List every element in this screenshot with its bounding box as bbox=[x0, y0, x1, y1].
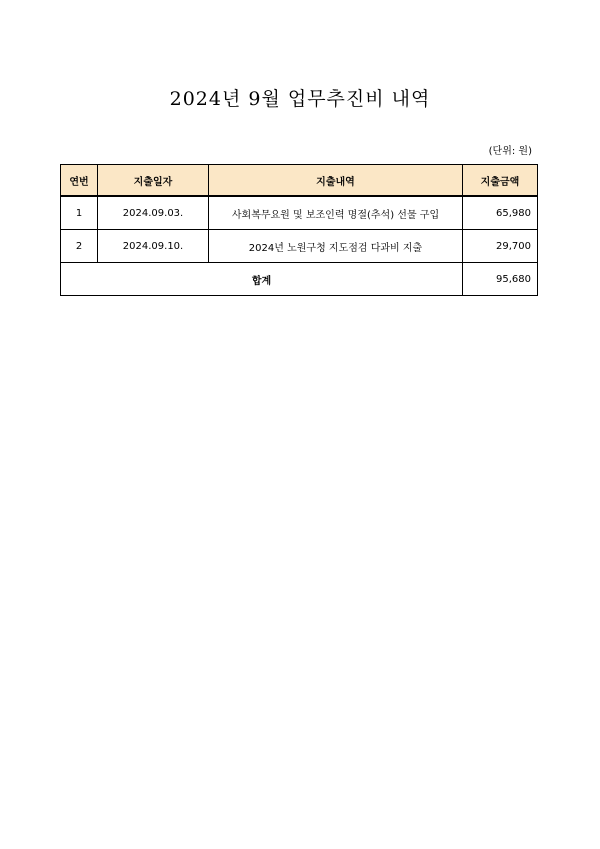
header-amount: 지출금액 bbox=[463, 165, 538, 197]
row-no: 1 bbox=[61, 196, 98, 230]
row-date: 2024.09.03. bbox=[98, 196, 209, 230]
table-row bbox=[61, 196, 538, 230]
total-label: 합계 bbox=[61, 263, 463, 296]
row-date: 2024.09.10. bbox=[98, 230, 209, 263]
total-amount: 95,680 bbox=[463, 263, 538, 296]
row-amount: 65,980 bbox=[463, 196, 538, 230]
row-description: 사회복무요원 및 보조인력 명절(추석) 선물 구입 bbox=[209, 196, 463, 230]
total-row bbox=[61, 263, 538, 296]
header-date: 지출일자 bbox=[98, 165, 209, 197]
header-no: 연번 bbox=[61, 165, 98, 197]
row-amount: 29,700 bbox=[463, 230, 538, 263]
row-description: 2024년 노원구청 지도점검 다과비 지출 bbox=[209, 230, 463, 263]
unit-note: (단위: 원) bbox=[488, 146, 532, 157]
page-title: 2024년 9월 업무추진비 내역 bbox=[169, 88, 431, 110]
header-description: 지출내역 bbox=[209, 165, 463, 197]
table-row bbox=[61, 230, 538, 263]
row-no: 2 bbox=[61, 230, 98, 263]
expense-table bbox=[60, 164, 538, 296]
table-header bbox=[61, 165, 538, 197]
header-row bbox=[61, 165, 538, 197]
